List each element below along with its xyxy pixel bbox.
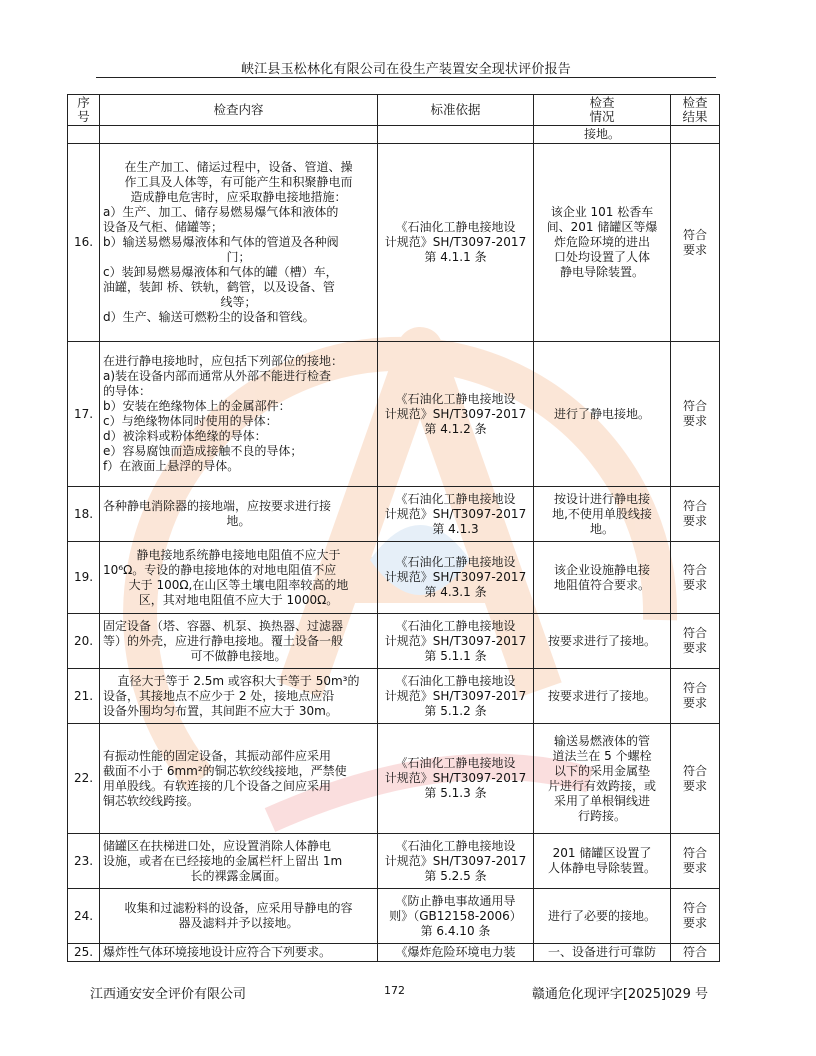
cell-serial-number: 23. xyxy=(68,834,100,889)
cell-inspection-result: 符合 要求 xyxy=(671,542,720,614)
header-inspection-content: 检查内容 xyxy=(100,95,378,126)
table-row xyxy=(68,487,720,542)
inspection-table xyxy=(67,94,720,962)
cell-serial-number: 25. xyxy=(68,944,100,962)
cell-inspection-content xyxy=(100,126,378,144)
cell-inspection-status: 进行了静电接地。 xyxy=(534,342,671,487)
cell-serial-number xyxy=(68,126,100,144)
table-row xyxy=(68,342,720,487)
cell-serial-number: 16. xyxy=(68,144,100,342)
table-row xyxy=(68,669,720,724)
cell-inspection-result: 符合 要求 xyxy=(671,144,720,342)
cell-inspection-content: 有振动性能的固定设备，其振动部件应采用 截面不小于 6mm²的铜芯软绞线接地，严禁使 用单股线。有软连接的几个设备之间应采用 铜芯软绞线跨接。 xyxy=(100,724,378,834)
cell-inspection-status: 进行了必要的接地。 xyxy=(534,889,671,944)
cell-inspection-status: 201 储罐区设置了 人体静电导除装置。 xyxy=(534,834,671,889)
cell-inspection-content: 静电接地系统静电接地电阻值不应大于 10⁶Ω。专设的静电接地体的对地电阻值不应 大于 100Ω,在山区等土壤电阻率较高的地 区，其对地电阻值不应大于 1000Ω。 xyxy=(100,542,378,614)
cell-serial-number: 20. xyxy=(68,614,100,669)
cell-inspection-status: 该企业 101 松香车 间、201 储罐区等爆 炸危险环境的进出 口处均设置了人体 静电导除装置。 xyxy=(534,144,671,342)
footer-report-number: 赣通危化现评字[2025]029 号 xyxy=(531,987,708,1002)
cell-serial-number: 18. xyxy=(68,487,100,542)
cell-inspection-content: 收集和过滤粉料的设备，应采用导静电的容 器及滤料并予以接地。 xyxy=(100,889,378,944)
cell-inspection-result: 符合 要求 xyxy=(671,614,720,669)
cell-inspection-status: 一、设备进行可靠防 xyxy=(534,944,671,962)
cell-inspection-result: 符合 要求 xyxy=(671,669,720,724)
cell-serial-number: 22. xyxy=(68,724,100,834)
header-inspection-result: 检查 结果 xyxy=(671,95,720,126)
cell-inspection-content: 各种静电消除器的接地端，应按要求进行接 地。 xyxy=(100,487,378,542)
page-header-title: 峡江县玉松林化有限公司在役生产装置安全现状评价报告 xyxy=(240,62,571,77)
cell-standard-basis: 《石油化工静电接地设 计规范》SH/T3097-2017 第 5.1.3 条 xyxy=(378,724,534,834)
table-row-continuation xyxy=(68,126,720,144)
cell-inspection-status: 该企业设施静电接 地阻值符合要求。 xyxy=(534,542,671,614)
cell-inspection-result: 符合 要求 xyxy=(671,487,720,542)
cell-inspection-status: 按要求进行了接地。 xyxy=(534,669,671,724)
cell-serial-number: 17. xyxy=(68,342,100,487)
cell-inspection-result: 符合 xyxy=(671,944,720,962)
cell-standard-basis: 《石油化工静电接地设 计规范》SH/T3097-2017 第 4.1.1 条 xyxy=(378,144,534,342)
header-rule xyxy=(96,77,716,78)
table-row xyxy=(68,724,720,834)
cell-standard-basis: 《爆炸危险环境电力装 xyxy=(378,944,534,962)
cell-serial-number: 24. xyxy=(68,889,100,944)
cell-inspection-result: 符合 要求 xyxy=(671,342,720,487)
cell-inspection-content: 直径大于等于 2.5m 或容积大于等于 50m³的 设备，其接地点不应少于 2 处，接地点应沿 设备外围均匀布置，其间距不应大于 30m。 xyxy=(100,669,378,724)
header-serial-number: 序 号 xyxy=(68,95,100,126)
header-standard-basis: 标准依据 xyxy=(378,95,534,126)
cell-standard-basis: 《石油化工静电接地设 计规范》SH/T3097-2017 第 5.1.1 条 xyxy=(378,614,534,669)
header-inspection-status: 检查 情况 xyxy=(534,95,671,126)
cell-serial-number: 21. xyxy=(68,669,100,724)
cell-inspection-result: 符合 要求 xyxy=(671,834,720,889)
cell-inspection-content: 固定设备（塔、容器、机泵、换热器、过滤器 等）的外壳，应进行静电接地。覆土设备一般 可不做静电接地。 xyxy=(100,614,378,669)
cell-inspection-content: 在进行静电接地时，应包括下列部位的接地： a)装在设备内部而通常从外部不能进行检查 的导体： b）安装在绝缘物体上的金属部件： c）与绝缘物体同时使用的导体： d）被涂料或粉体绝缘的导体： e）容易腐蚀而造成接触不良的导体； f）在液面上悬浮的导体。 xyxy=(100,342,378,487)
cell-inspection-result xyxy=(671,126,720,144)
cell-standard-basis: 《石油化工静电接地设 计规范》SH/T3097-2017 第 4.1.3 xyxy=(378,487,534,542)
cell-standard-basis: 《石油化工静电接地设 计规范》SH/T3097-2017 第 4.3.1 条 xyxy=(378,542,534,614)
cell-standard-basis: 《防止静电事故通用导 则》（GB12158-2006） 第 6.4.10 条 xyxy=(378,889,534,944)
cell-standard-basis xyxy=(378,126,534,144)
cell-standard-basis: 《石油化工静电接地设 计规范》SH/T3097-2017 第 5.2.5 条 xyxy=(378,834,534,889)
table-row xyxy=(68,834,720,889)
cell-standard-basis: 《石油化工静电接地设 计规范》SH/T3097-2017 第 5.1.2 条 xyxy=(378,669,534,724)
cell-inspection-result: 符合 要求 xyxy=(671,889,720,944)
cell-inspection-status: 按设计进行静电接 地,不使用单股线接 地。 xyxy=(534,487,671,542)
table-row xyxy=(68,144,720,342)
cell-standard-basis: 《石油化工静电接地设 计规范》SH/T3097-2017 第 4.1.2 条 xyxy=(378,342,534,487)
cell-inspection-result: 符合 要求 xyxy=(671,724,720,834)
cell-inspection-status: 按要求进行了接地。 xyxy=(534,614,671,669)
table-row xyxy=(68,614,720,669)
footer-company-name: 江西通安安全评价有限公司 xyxy=(90,987,247,1002)
cell-inspection-content: 储罐区在扶梯进口处，应设置消除人体静电 设施，或者在已经接地的金属栏杆上留出 1m 长的裸露金属面。 xyxy=(100,834,378,889)
cell-inspection-status: 接地。 xyxy=(534,126,671,144)
table-row xyxy=(68,944,720,962)
cell-inspection-content: 在生产加工、储运过程中，设备、管道、操 作工具及人体等，有可能产生和积聚静电而 造成静电危害时，应采取静电接地措施： a）生产、加工、储存易燃易爆气体和液体的 设备及气柜、储罐等； b）输送易燃易爆液体和气体的管道及各种阀 门； c）装卸易燃易爆液体和气体的罐（槽）车， 油罐，装卸 桥、铁轨，鹤管，以及设备、管 线等； d）生产、输送可燃粉尘的设备和管线。 xyxy=(100,144,378,342)
footer-page-number: 172 xyxy=(384,984,405,997)
cell-inspection-status: 输送易燃液体的管 道法兰在 5 个螺栓 以下的采用金属垫 片进行有效跨接，或 采用了单根铜线进 行跨接。 xyxy=(534,724,671,834)
table-row xyxy=(68,542,720,614)
cell-serial-number: 19. xyxy=(68,542,100,614)
table-row xyxy=(68,889,720,944)
cell-inspection-content: 爆炸性气体环境接地设计应符合下列要求。 xyxy=(100,944,378,962)
